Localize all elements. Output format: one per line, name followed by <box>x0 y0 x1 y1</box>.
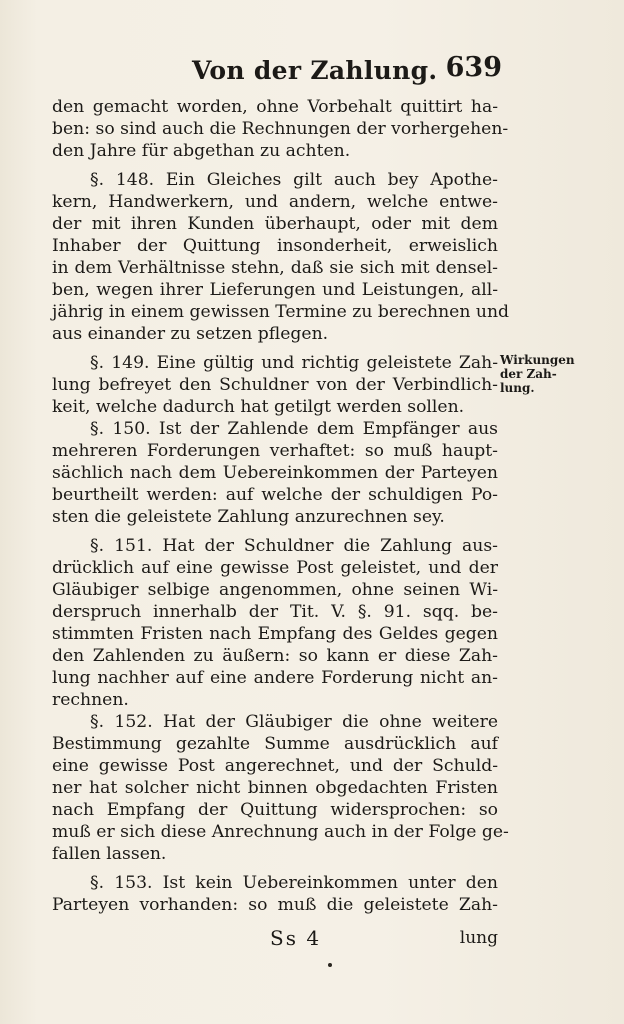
text-line: den Zahlenden zu äußern: so kann er diese Zah- <box>52 646 498 666</box>
text-line: §. 151. Hat der Schuldner die Zahlung aus- <box>90 536 498 556</box>
signature-mark: Ss 4 <box>270 926 322 950</box>
text-line: rechnen. <box>52 690 129 710</box>
running-head: Von der Zahlung. <box>192 56 438 85</box>
page-header <box>52 52 502 88</box>
text-line: ben: so sind auch die Rechnungen der vorhergehen- <box>52 119 509 139</box>
text-line: Bestimmung gezahlte Summe ausdrücklich auf <box>52 734 498 754</box>
paragraph <box>52 96 509 162</box>
text-line: der mit ihren Kunden überhaupt, oder mit dem <box>52 214 498 234</box>
text-line: §. 150. Ist der Zahlende dem Empfänger aus <box>90 419 498 439</box>
text-line: Inhaber der Quittung insonderheit, erweislich <box>52 236 498 256</box>
text-line: Gläubiger selbige angenommen, ohne seinen Wi- <box>52 580 498 600</box>
marginal-note-line: Wirkungen <box>500 353 575 367</box>
text-line: lung nachher auf eine andere Forderung nicht an- <box>52 668 498 688</box>
text-line: in dem Verhältnisse stehn, daß sie sich mit densel- <box>52 258 498 278</box>
text-line: beurtheilt werden: auf welche der schuldigen Po- <box>52 485 498 505</box>
text-line: ner hat solcher nicht binnen obgedachten Fristen <box>52 778 498 798</box>
text-line: jährig in einem gewissen Termine zu berechnen und <box>52 302 510 322</box>
text-line: muß er sich diese Anrechnung auch in der Folge ge- <box>52 822 509 842</box>
marginal-note-line: lung. <box>500 381 535 395</box>
text-line: sten die geleistete Zahlung anzurechnen sey. <box>52 507 445 527</box>
paragraph-150 <box>52 418 498 528</box>
text-line: nach Empfang der Quittung widersprochen: so <box>52 800 498 820</box>
text-line: §. 152. Hat der Gläubiger die ohne weitere <box>90 712 498 732</box>
paragraph-151 <box>52 535 498 711</box>
text-line: kern, Handwerkern, und andern, welche entwe- <box>52 192 498 212</box>
text-line: §. 153. Ist kein Uebereinkommen unter den <box>90 873 498 893</box>
text-line: eine gewisse Post angerechnet, und der Schuld- <box>52 756 498 776</box>
page-footer <box>52 926 498 952</box>
paragraph-148 <box>52 169 510 345</box>
text-line: drücklich auf eine gewisse Post geleistet, und der <box>52 558 498 578</box>
ink-spot <box>328 963 332 967</box>
paragraph-153 <box>52 872 498 916</box>
text-line: §. 148. Ein Gleiches gilt auch bey Apothe- <box>90 170 498 190</box>
text-line: Parteyen vorhanden: so muß die geleistete Zah- <box>52 895 498 915</box>
text-line: den Jahre für abgethan zu achten. <box>52 141 351 161</box>
catchword: lung <box>459 928 498 948</box>
text-line: keit, welche dadurch hat getilgt werden sollen. <box>52 397 465 417</box>
text-line: lung befreyet den Schuldner von der Verbindlich- <box>52 375 498 395</box>
text-line: den gemacht worden, ohne Vorbehalt quittirt ha- <box>52 97 498 117</box>
paragraph-149 <box>52 352 498 418</box>
text-line: sächlich nach dem Uebereinkommen der Parteyen <box>52 463 498 483</box>
marginal-note <box>500 353 580 395</box>
text-line: aus einander zu setzen pflegen. <box>52 324 329 344</box>
page-number: 639 <box>445 52 502 83</box>
text-line: derspruch innerhalb der Tit. V. §. 91. sqq. be- <box>52 602 498 622</box>
text-line: mehreren Forderungen verhaftet: so muß haupt- <box>52 441 498 461</box>
marginal-note-line: der Zah- <box>500 367 557 381</box>
text-line: ben, wegen ihrer Lieferungen und Leistungen, all- <box>52 280 498 300</box>
paragraph-152 <box>52 711 509 865</box>
text-line: fallen lassen. <box>52 844 167 864</box>
body-text <box>52 96 510 916</box>
text-line: §. 149. Eine gültig und richtig geleistete Zah- <box>90 353 498 373</box>
text-line: stimmten Fristen nach Empfang des Geldes gegen <box>52 624 498 644</box>
